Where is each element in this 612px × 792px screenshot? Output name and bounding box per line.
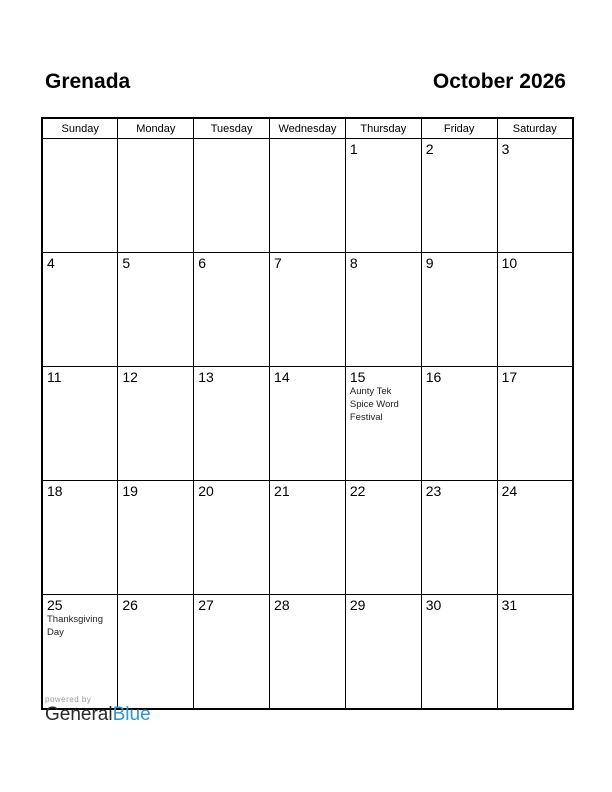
date-number: 12 bbox=[122, 369, 138, 385]
day-cell bbox=[42, 367, 118, 481]
country-title: Grenada bbox=[45, 70, 131, 93]
day-cell bbox=[345, 367, 421, 481]
day-cell bbox=[270, 595, 346, 710]
day-cell bbox=[421, 481, 497, 595]
week-row bbox=[42, 481, 573, 595]
day-cell bbox=[421, 595, 497, 710]
day-cell bbox=[42, 595, 118, 710]
day-cell bbox=[118, 367, 194, 481]
powered-by-label: powered by bbox=[45, 695, 92, 704]
weekday-header-row bbox=[42, 118, 573, 139]
day-cell bbox=[345, 595, 421, 710]
date-number: 21 bbox=[274, 483, 290, 499]
event-label: Aunty Tek Spice Word Festival bbox=[349, 386, 399, 423]
day-cell bbox=[497, 253, 573, 367]
date-number: 26 bbox=[122, 597, 138, 613]
footer bbox=[45, 695, 151, 726]
date-number: 19 bbox=[122, 483, 138, 499]
day-cell bbox=[497, 595, 573, 710]
weekday-header: Friday bbox=[421, 118, 497, 139]
date-number: 15 bbox=[349, 369, 366, 385]
month-year-title: October 2026 bbox=[432, 70, 566, 93]
date-number: 4 bbox=[47, 255, 55, 271]
week-row bbox=[42, 253, 573, 367]
date-number: 14 bbox=[274, 369, 290, 385]
day-cell bbox=[118, 595, 194, 710]
brand-general-text: General bbox=[45, 704, 113, 725]
week-row bbox=[42, 367, 573, 481]
day-cell bbox=[421, 367, 497, 481]
day-cell bbox=[118, 139, 194, 253]
date-number: 24 bbox=[501, 483, 518, 499]
weekday-header: Sunday bbox=[42, 118, 118, 139]
day-cell bbox=[194, 367, 270, 481]
date-number: 16 bbox=[425, 369, 442, 385]
date-number: 22 bbox=[349, 483, 366, 499]
date-number: 30 bbox=[425, 597, 442, 613]
day-cell bbox=[118, 481, 194, 595]
day-cell bbox=[194, 253, 270, 367]
day-cell bbox=[194, 595, 270, 710]
day-cell bbox=[42, 481, 118, 595]
weekday-header: Monday bbox=[118, 118, 194, 139]
date-number: 9 bbox=[425, 255, 434, 271]
day-cell bbox=[270, 367, 346, 481]
date-number: 5 bbox=[122, 255, 131, 271]
day-cell bbox=[421, 139, 497, 253]
date-number: 31 bbox=[501, 597, 518, 613]
day-cell bbox=[118, 253, 194, 367]
brand-blue-text: Blue bbox=[112, 704, 151, 725]
generalblue-logo bbox=[45, 705, 151, 726]
date-number: 18 bbox=[47, 483, 63, 499]
date-number: 8 bbox=[349, 255, 358, 271]
day-cell bbox=[194, 481, 270, 595]
date-number: 28 bbox=[274, 597, 290, 613]
weekday-header: Saturday bbox=[497, 118, 573, 139]
date-number: 10 bbox=[501, 255, 518, 271]
date-number: 13 bbox=[198, 369, 214, 385]
date-number: 3 bbox=[501, 141, 510, 157]
day-cell bbox=[270, 139, 346, 253]
event-label: Thanksgiving Day bbox=[47, 614, 103, 638]
day-cell bbox=[42, 253, 118, 367]
day-cell bbox=[345, 481, 421, 595]
calendar-titlebar bbox=[45, 70, 566, 93]
weekday-header: Tuesday bbox=[194, 118, 270, 139]
date-number: 1 bbox=[349, 141, 358, 157]
day-cell bbox=[345, 139, 421, 253]
day-cell bbox=[270, 481, 346, 595]
day-cell bbox=[421, 253, 497, 367]
day-cell bbox=[497, 367, 573, 481]
date-number: 23 bbox=[425, 483, 442, 499]
date-number: 11 bbox=[47, 369, 62, 385]
day-cell bbox=[270, 253, 346, 367]
day-cell bbox=[497, 481, 573, 595]
day-cell bbox=[42, 139, 118, 253]
date-number: 2 bbox=[425, 141, 434, 157]
date-number: 27 bbox=[198, 597, 214, 613]
weekday-header: Thursday bbox=[345, 118, 421, 139]
day-cell bbox=[345, 253, 421, 367]
week-row bbox=[42, 139, 573, 253]
weekday-header: Wednesday bbox=[270, 118, 346, 139]
day-cell bbox=[497, 139, 573, 253]
date-number: 25 bbox=[47, 597, 63, 613]
day-cell bbox=[194, 139, 270, 253]
date-number: 29 bbox=[349, 597, 366, 613]
week-row bbox=[42, 595, 573, 710]
date-number: 7 bbox=[274, 255, 282, 271]
date-number: 17 bbox=[501, 369, 518, 385]
date-number: 6 bbox=[198, 255, 206, 271]
date-number: 20 bbox=[198, 483, 214, 499]
calendar-table bbox=[41, 117, 574, 710]
